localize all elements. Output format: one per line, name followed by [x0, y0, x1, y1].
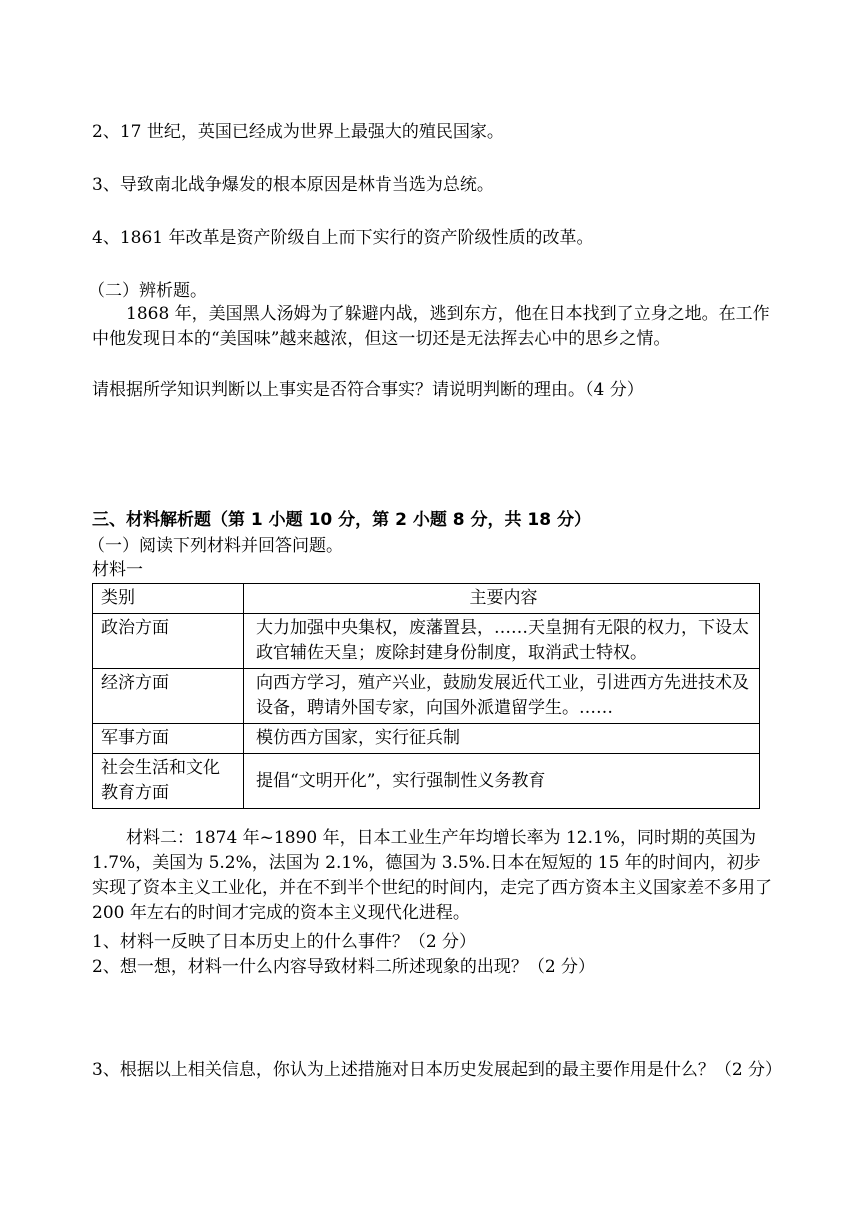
analysis-passage: 1868 年，美国黑人汤姆为了躲避内战，逃到东方，他在日本找到了立身之地。在工作中他发现日本的“美国味”越来越浓，但这一切还是无法挥去心中的思乡之情。 [92, 304, 770, 349]
table-row-category: 经济方面 [93, 669, 244, 724]
analysis-question: 请根据所学知识判断以上事实是否符合事实？请说明判断的理由。（4 分） [92, 380, 644, 400]
question-2: 2、想一想，材料一什么内容导致材料二所述现象的出现？（2 分） [92, 957, 596, 977]
section3-subheading: （一）阅读下列材料并回答问题。 [88, 536, 343, 556]
judgement-item-2: 2、17 世纪，英国已经成为世界上最强大的殖民国家。 [92, 122, 504, 142]
table-row-category: 政治方面 [93, 614, 244, 669]
table-header-content: 主要内容 [244, 584, 760, 614]
table-row [93, 754, 760, 809]
table-row [93, 669, 760, 724]
table-row-category: 军事方面 [93, 724, 244, 754]
section3-title: 三、材料解析题（第 1 小题 10 分，第 2 小题 8 分，共 18 分） [92, 510, 591, 530]
table-row-content: 向西方学习，殖产兴业，鼓励发展近代工业，引进西方先进技术及设备，聘请外国专家，向国外派遣留学生。…… [244, 669, 760, 724]
material1-label: 材料一 [92, 560, 143, 580]
table-row [93, 614, 760, 669]
table-row-content: 提倡“文明开化”，实行强制性义务教育 [244, 754, 760, 809]
judgement-item-4: 4、1861 年改革是资产阶级自上而下实行的资产阶级性质的改革。 [92, 228, 594, 248]
question-3: 3、根据以上相关信息，你认为上述措施对日本历史发展起到的最主要作用是什么？（2 分） [92, 1060, 783, 1080]
material1-table [92, 583, 760, 809]
table-header-row [93, 584, 760, 614]
question-1: 1、材料一反映了日本历史上的什么事件？（2 分） [92, 932, 477, 952]
table-row [93, 724, 760, 754]
table-header-category: 类别 [93, 584, 244, 614]
material2-paragraph: 材料二：1874 年~1890 年，日本工业生产年均增长率为 12.1%，同时期的英国为 1.7%，美国为 5.2%，法国为 2.1%，德国为 3.5%.日本在短短的 15 年的时间内，初步实现了资本主义工业化，并在不到半个世纪的时间内，走完了西方资本主义国家差不多用了 200 年左右的时间才完成的资本主义现代化进程。 [92, 828, 772, 923]
table-row-content: 模仿西方国家，实行征兵制 [244, 724, 760, 754]
judgement-item-3: 3、导致南北战争爆发的根本原因是林肯当选为总统。 [92, 175, 494, 195]
table-row-content: 大力加强中央集权，废藩置县，……天皇拥有无限的权力，下设太政官辅佐天皇；废除封建身份制度，取消武士特权。 [244, 614, 760, 669]
analysis-heading: （二）辨析题。 [88, 281, 207, 301]
table-row-category: 社会生活和文化教育方面 [93, 754, 244, 809]
